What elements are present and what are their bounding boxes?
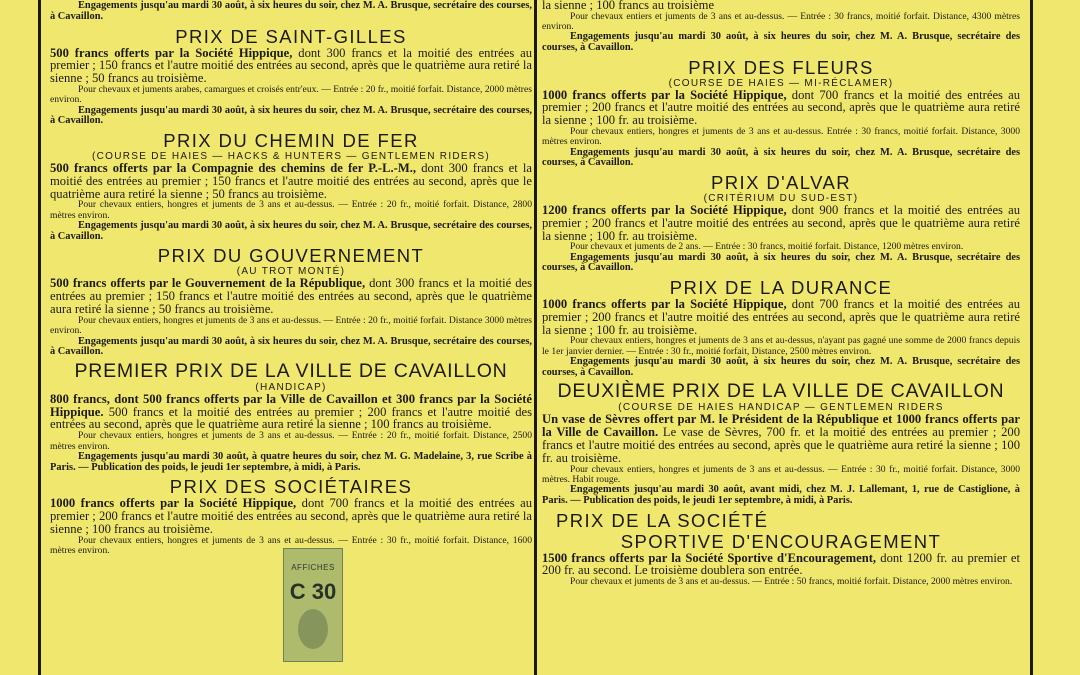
race-prize-bold: 1200 francs offerts par la Société Hippique,	[542, 202, 787, 217]
race-block	[542, 172, 1020, 274]
race-prize-text	[50, 162, 532, 200]
race-prize-rest: dont 300 francs et la moitié des entrées au premier ; 150 francs et l'autre moitié des entrées au second, après que le quatrième aura retiré la sienne ; 50 francs au troisième.	[50, 160, 533, 201]
race-block	[542, 57, 1020, 169]
center-divider-rule	[534, 0, 537, 675]
left-lead-block	[50, 0, 532, 23]
race-block	[50, 130, 532, 242]
race-block	[50, 361, 532, 473]
stamp-label: AFFICHES	[291, 563, 335, 572]
race-subtitle: (COURSE DE HAIES — HACKS & HUNTERS — GENTLEMEN RIDERS)	[91, 150, 491, 162]
race-prize-text	[542, 413, 1020, 464]
race-prize-rest: Le vase de Sèvres, 700 fr. et la moitié des entrées au premier ; 200 francs et l'autre moitié des entrées au second, après que le quatrième aura retiré la sienne ; 100 fr. au troisième.	[542, 425, 1020, 465]
race-prize-bold: 500 francs offerts par la Société Hippique,	[50, 45, 293, 60]
race-prize-rest: dont 300 francs et la moitié des entrées au premier ; 150 francs et l'autre moitié des entrées au second, après que le quatrième aura retiré la sienne ; 50 francs au troisième.	[50, 45, 533, 86]
race-title: PREMIER PRIX DE LA VILLE DE CAVAILLON	[74, 359, 508, 382]
race-title-line1: PRIX DE LA SOCIÉTÉ	[556, 509, 769, 531]
race-title: DEUXIÈME PRIX DE LA VILLE DE CAVAILLON	[557, 380, 1005, 403]
race-conditions: Pour chevaux entiers, hongres et juments de 3 ans et au-dessus. — Entrée : 20 fr., moitié forfait. Distance 3000 mètres environ.	[50, 314, 532, 337]
race-prize-text	[542, 552, 1020, 578]
race-conditions: Pour chevaux entiers, hongres et juments de 3 ans et au-dessus. — Entrée : 20 fr., moitié forfait. Distance, 2800 mètres environ.	[50, 199, 532, 221]
right-border-rule	[1030, 0, 1033, 675]
race-prize-bold: 1000 francs offerts par la Société Hippique,	[542, 87, 787, 102]
race-conditions: Pour chevaux et juments de 2 ans. — Entrée : 30 francs, moitié forfait. Distance, 1200 mètres environ.	[570, 241, 964, 253]
race-prize-rest: dont 700 francs et la moitié des entrées au premier ; 200 francs et l'autre moitié des entrées au second, après que le quatrième aura retiré la sienne ; 100 francs au troisième.	[50, 496, 533, 536]
lead-engagements: Engagements jusqu'au mardi 30 août, à six heures du soir, chez M. A. Brusque, secrétaire des courses, à Cavaillon.	[50, 0, 532, 22]
race-conditions: Pour chevaux entiers, hongres et juments de 3 ans et au-dessus. — Entrée : 30 fr., moitié forfait. Distance, 3000 mètres. Habit rouge.	[542, 463, 1020, 485]
race-prize-text	[542, 89, 1020, 127]
race-conditions: Pour chevaux et juments arabes, camargues et croisés entr'eux. — Entrée : 20 fr., moitié forfait. Distance, 2000 mètres environ.	[50, 83, 532, 106]
race-prize-text	[50, 47, 532, 85]
race-block	[50, 245, 532, 357]
race-prize-rest: dont 700 francs et la moitié des entrées au premier ; 200 francs et l'autre moitié des entrées au second, après que le quatrième aura retiré la sienne ; 100 fr. au troisième.	[542, 87, 1020, 128]
lead-prize-text: la sienne ; 100 francs au troisième	[542, 0, 715, 12]
stamp-value: C 30	[289, 579, 337, 604]
race-title-line2: SPORTIVE D'ENCOURAGEMENT	[620, 530, 942, 552]
right-column-content	[542, 0, 1020, 588]
race-prize-rest: dont 900 francs et la moitié des entrées au premier ; 200 francs et l'autre moitié des entrées au second, après que le quatrième aura retiré la sienne ; 100 fr. au troisième.	[542, 202, 1020, 243]
race-title: PRIX DES SOCIÉTAIRES	[169, 476, 413, 498]
race-prize-bold: 1500 francs offerts par la Société Sportive d'Encouragement,	[542, 550, 877, 565]
race-prize-bold: 500 francs offerts par la Compagnie des chemins de fer P.-L.-M.,	[50, 160, 417, 175]
race-title: PRIX DES FLEURS	[688, 56, 874, 78]
race-block	[50, 26, 532, 127]
race-engagements: Engagements jusqu'au mardi 30 août, à six heures du soir, chez M. A. Brusque, secrétaire des courses, à Cavaillon.	[50, 335, 532, 358]
race-engagements: Engagements jusqu'au mardi 30 août, à six heures du soir, chez M. A. Brusque, secrétaire des courses, à Cavaillon.	[50, 220, 532, 242]
race-prize-text	[50, 497, 532, 535]
race-block	[50, 476, 532, 556]
race-prize-text	[50, 393, 532, 431]
race-title: PRIX DU CHEMIN DE FER	[163, 129, 419, 151]
race-prize-bold: 1000 francs offerts par la Société Hippique,	[50, 496, 297, 511]
race-conditions: Pour chevaux entiers, hongres et juments de 3 ans et au-dessus. — Entrée : 20 fr., moitié forfait. Distance, 2500 mètres environ.	[50, 430, 532, 452]
race-prize-rest: dont 300 francs et la moitié des entrées au premier ; 150 francs et l'autre moitié des entrées au second, après que le quatrième aura retiré la sienne ; 50 francs au troisième.	[50, 276, 532, 316]
race-prize-bold: Un vase de Sèvres offert par M. le Président de la République et 1000 francs offerts par la Ville de Cavaillon.	[542, 412, 1020, 440]
race-block	[542, 277, 1020, 378]
stamp-portrait	[298, 609, 328, 649]
race-prize-text	[542, 204, 1020, 242]
race-prize-bold: 500 francs offerts par le Gouvernement de la République,	[50, 276, 366, 291]
race-engagements: Engagements jusqu'au mardi 30 août, à six heures du soir, chez M. A. Brusque, secrétaire des courses, à Cavaillon.	[542, 251, 1020, 274]
race-prize-rest: dont 700 francs et la moitié des entrées au premier ; 200 francs et l'autre moitié des entrées au second, après que le quatrième aura retiré la sienne ; 100 fr. au troisième.	[542, 296, 1020, 337]
race-subtitle: (COURSE DE HAIES — MI-RÉCLAMER)	[668, 77, 894, 89]
race-subtitle: (HANDICAP)	[255, 381, 327, 393]
race-prize-rest: 500 francs et la moitié des entrées au premier ; 200 francs et l'autre moitié des entrées au second, après que le quatrième aura retiré la sienne ; 100 francs au troisième.	[50, 404, 532, 432]
race-title: PRIX DU GOUVERNEMENT	[157, 245, 425, 267]
race-title: PRIX DE LA DURANCE	[669, 276, 893, 298]
race-block	[542, 381, 1020, 506]
race-engagements: Engagements jusqu'au mardi 30 août, à six heures du soir, chez M. A. Brusque, secrétaire des courses, à Cavaillon.	[542, 146, 1020, 169]
race-prize-bold: 800 francs, dont 500 francs offerts par la Ville de Cavaillon et 300 francs par la Société Hippique.	[50, 391, 532, 419]
race-prize-text	[50, 277, 532, 315]
race-prize-bold: 1000 francs offerts par la Société Hippique,	[542, 296, 787, 311]
lead-engagements: Engagements jusqu'au mardi 30 août, à six heures du soir, chez M. A. Brusque, secrétaire des courses, à Cavaillon.	[542, 31, 1020, 53]
race-block	[542, 510, 1020, 588]
race-engagements: Engagements jusqu'au mardi 30 août, à six heures du soir, chez M. A. Brusque, secrétaire des courses, à Cavaillon.	[542, 356, 1020, 378]
tax-stamp	[283, 548, 343, 662]
race-engagements: Engagements jusqu'au mardi 30 août, à six heures du soir, chez M. A. Brusque, secrétaire des courses, à Cavaillon.	[50, 104, 532, 127]
race-title: PRIX DE SAINT-GILLES	[175, 25, 407, 47]
race-title: PRIX D'ALVAR	[711, 171, 851, 193]
right-column	[542, 0, 1020, 675]
race-engagements: Engagements jusqu'au mardi 30 août, avant midi, chez M. J. Lallemant, 1, rue de Castiglione, à Paris. — Publication des poids, le jeudi 1er septembre, à midi, à Paris.	[542, 484, 1020, 506]
race-conditions: Pour chevaux et juments de 3 ans et au-dessus. — Entrée : 50 francs, moitié forfait. Distance, 2000 mètres environ.	[570, 576, 1013, 588]
race-prize-text	[542, 298, 1020, 336]
right-lead-block	[542, 0, 1020, 54]
race-conditions: Pour chevaux entiers, hongres et juments de 3 ans et au-dessus. Entrée : 30 francs, moitié forfait. Distance, 3000 mètres environ.	[542, 125, 1020, 148]
race-prize-rest: dont 1200 fr. au premier et 200 fr. au second. Le troisième doublera son entrée.	[542, 550, 1020, 578]
race-conditions: Pour chevaux entiers, hongres et juments de 3 ans et au-dessus. — Entrée : 30 fr., moitié forfait. Distance, 1600 mètres environ.	[50, 534, 532, 556]
lead-conditions: Pour chevaux entiers et juments de 3 ans et au-dessus. — Entrée : 30 francs, moitié forfait. Distance, 4300 mètres environ.	[542, 10, 1020, 32]
race-conditions: Pour chevaux entiers, hongres et juments de 3 ans et au-dessus, n'ayant pas gagné une somme de 2000 francs depuis le 1er janvier dernier. — Entrée : 30 fr., moitié forfait, Distance, 2500 mètres environ.	[542, 335, 1020, 357]
race-subtitle: (CRITÉRIUM DU SUD-EST)	[703, 192, 859, 204]
race-subtitle: (AU TROT MONTÉ)	[236, 266, 346, 278]
left-border-rule	[38, 0, 41, 675]
race-subtitle: (COURSE DE HAIES HANDICAP — GENTLEMEN RIDERS	[618, 402, 944, 414]
left-column-content	[50, 0, 532, 556]
race-engagements: Engagements jusqu'au mardi 30 août, à quatre heures du soir, chez M. G. Madelaine, 3, rue Scribe à Paris. — Publication des poids, le jeudi 1er septembre, à midi, à Paris.	[50, 450, 532, 473]
